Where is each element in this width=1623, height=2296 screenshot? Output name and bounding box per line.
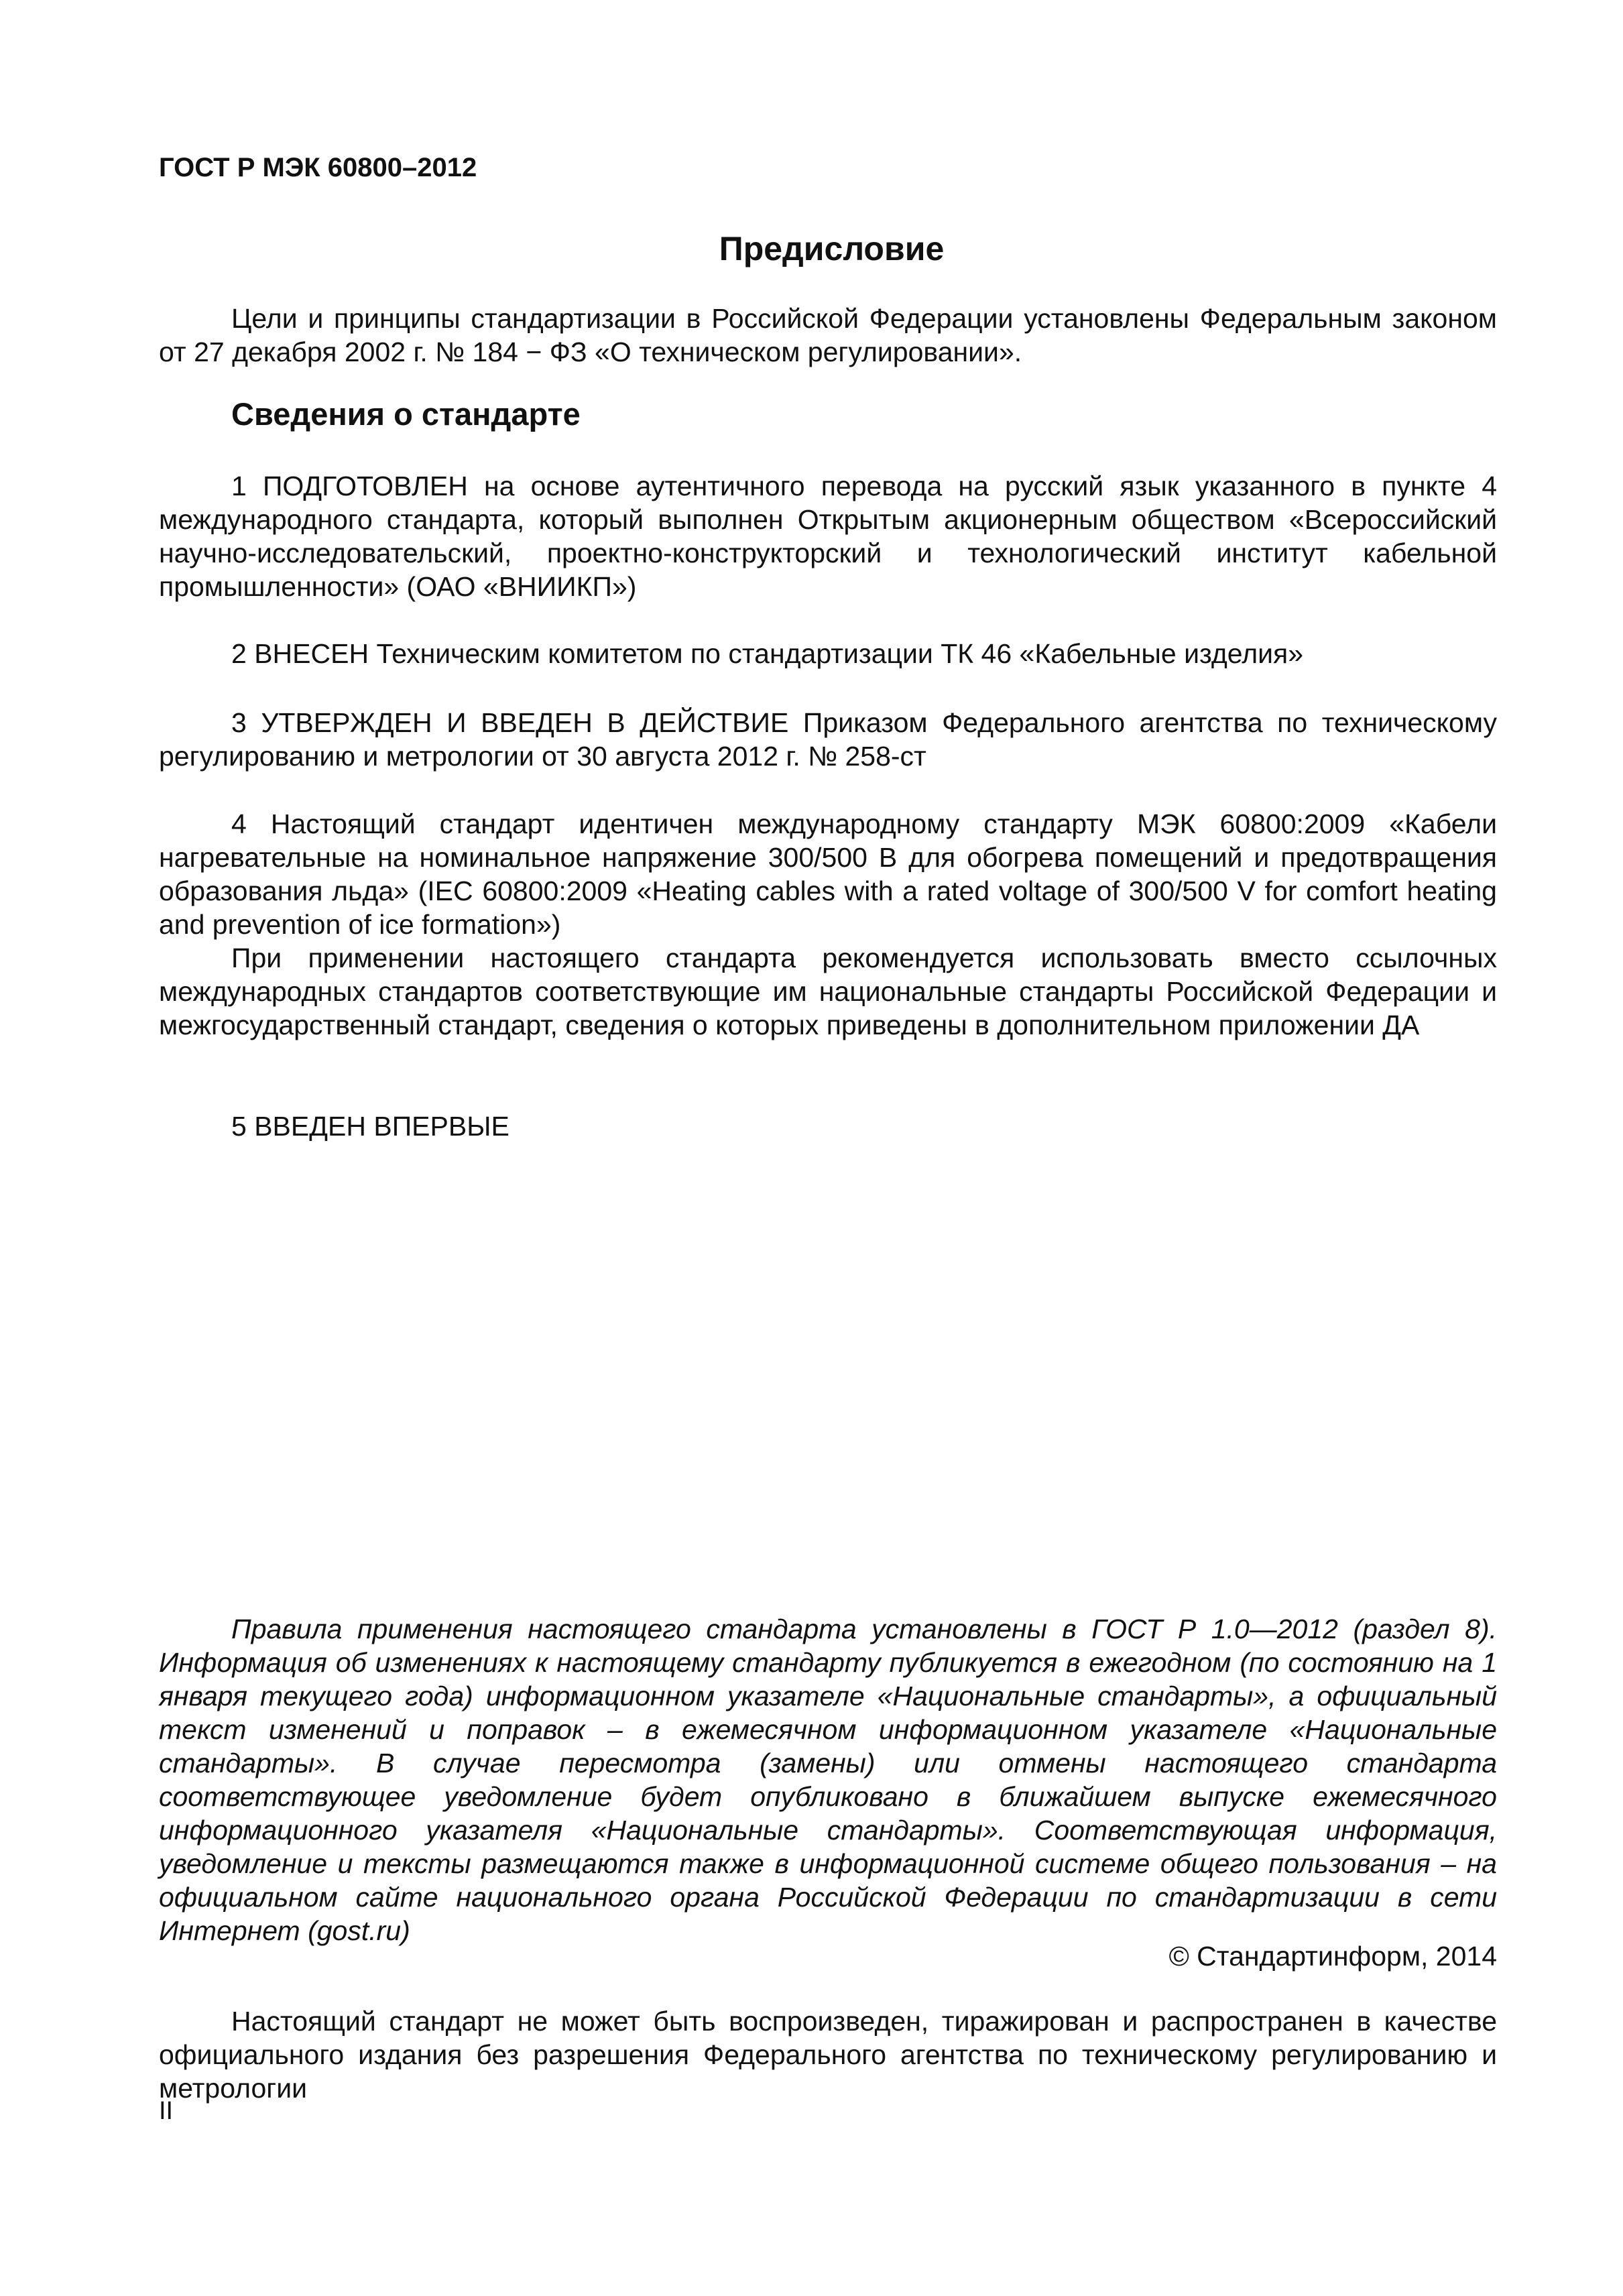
info-item-3: 3 УТВЕРЖДЕН И ВВЕДЕН В ДЕЙСТВИЕ Приказом Федерального агентства по техническому регулированию и метрологии от 30 августа 2012 г. № 258-ст <box>159 707 1497 772</box>
document-code: ГОСТ Р МЭК 60800–2012 <box>159 153 477 182</box>
preface-intro: Цели и принципы стандартизации в Российской Федерации установлены Федеральным законом от 27 декабря 2002 г. № 184 − ФЗ «О техническом регулировании». <box>159 303 1497 367</box>
info-item-4: 4 Настоящий стандарт идентичен международному стандарту МЭК 60800:2009 «Кабели нагревательные на номинальное напряжение 300/500 В для обогрева помещений и предотвращения образования льда» (IEC 60800:2009 «Heating cables with a rated voltage of 300/500 V for comfort heating and prevention of ice formation») <box>159 808 1497 940</box>
rules-note: Правила применения настоящего стандарта установлены в ГОСТ Р 1.0—2012 (раздел 8). Информация об изменениях к настоящему стандарту публикуется в ежегодном (по состоянию на 1 января текущего года) информационном указателе «Национальные стандарты», а официальный текст изменений и поправок – в ежемесячном информационном указателе «Национальные стандарты». В случае пересмотра (замены) или отмены настоящего стандарта соответствующее уведомление будет опубликовано в ближайшем выпуске ежемесячного информационного указателя «Национальные стандарты». Соответствующая информация, уведомление и тексты размещаются также в информационной системе общего пользования – на официальном сайте национального органа Российской Федерации по стандартизации в сети Интернет (gost.ru) <box>159 1614 1497 1946</box>
standard-info-title: Сведения о стандарте <box>231 396 581 432</box>
page-number: II <box>159 2097 174 2125</box>
reproduction-notice: Настоящий стандарт не может быть воспроизведен, тиражирован и распространен в качестве официального издания без разрешения Федерального агентства по техническому регулированию и метрологии <box>159 2006 1497 2104</box>
info-item-2: 2 ВНЕСЕН Техническим комитетом по стандартизации ТК 46 «Кабельные изделия» <box>231 638 1304 669</box>
info-item-1: 1 ПОДГОТОВЛЕН на основе аутентичного перевода на русский язык указанного в пункте 4 международного стандарта, который выполнен Открытым акционерным обществом «Всероссийский научно-исследовательский, проектно-конструкторский и технологический институт кабельной промышленности» (ОАО «ВНИИКП») <box>159 471 1497 602</box>
preface-title: Предисловие <box>719 230 945 267</box>
info-item-5: 5 ВВЕДЕН ВПЕРВЫЕ <box>231 1111 509 1142</box>
info-item-4-note: При применении настоящего стандарта рекомендуется использовать вместо ссылочных международных стандартов соответствующие им национальные стандарты Российской Федерации и межгосударственный стандарт, сведения о которых приведены в дополнительном приложении ДА <box>159 943 1497 1040</box>
copyright-line: © Стандартинформ, 2014 <box>1168 1941 1497 1972</box>
